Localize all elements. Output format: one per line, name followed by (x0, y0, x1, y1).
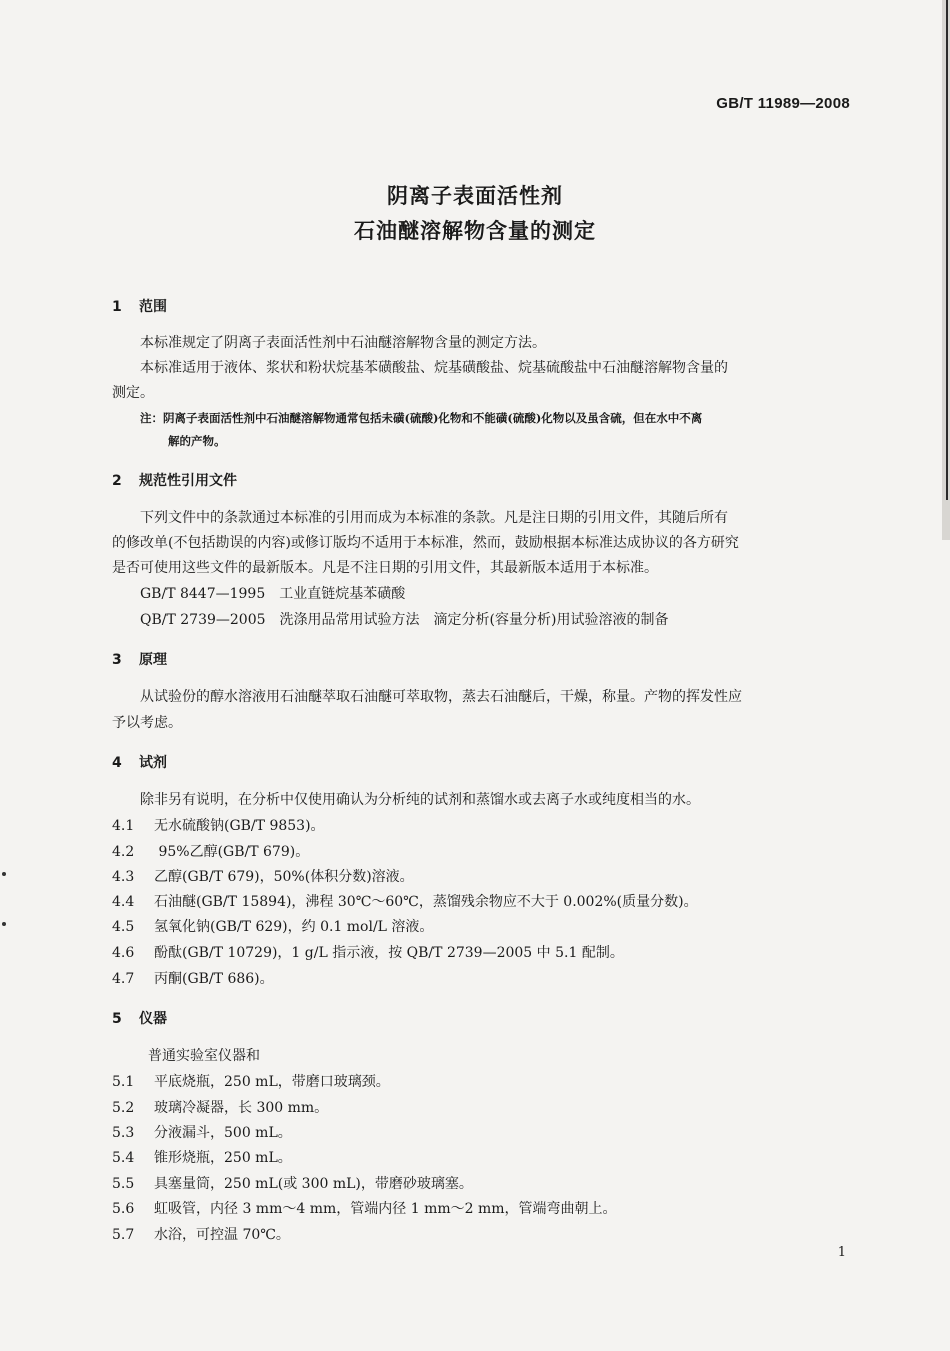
paragraph: 本标准规定了阴离子表面活性剂中石油醚溶解物含量的测定方法。 (140, 335, 546, 351)
list-item (112, 916, 433, 936)
list-item (112, 942, 624, 962)
item-number: 4.5 (112, 919, 135, 935)
paragraph: 本标准适用于液体、浆状和粉状烷基苯磺酸盐、烷基磺酸盐、烷基硫酸盐中石油醚溶解物含量的 (140, 360, 728, 376)
item-text: 具塞量筒，250 mL(或 300 mL)，带磨砂玻璃塞。 (154, 1176, 473, 1192)
note: 注：阴离子表面活性剂中石油醚溶解物通常包括未磺(硫酸)化物和不能磺(硫酸)化物以及虽含硫，但在水中不离 (140, 411, 703, 425)
section-heading-reagents (112, 752, 167, 772)
item-text: 丙酮(GB/T 686)。 (154, 971, 274, 987)
section-heading-scope (112, 296, 167, 316)
item-number: 4.4 (112, 894, 135, 910)
section-number: 3 (112, 652, 122, 668)
item-text: 95%乙醇(GB/T 679)。 (154, 844, 310, 860)
item-text: 锥形烧瓶，250 mL。 (154, 1150, 292, 1166)
section-number: 5 (112, 1011, 122, 1027)
paragraph: 是否可使用这些文件的最新版本。凡是不注日期的引用文件，其最新版本适用于本标准。 (112, 560, 658, 576)
item-text: 平底烧瓶，250 mL，带磨口玻璃颈。 (154, 1074, 390, 1090)
paragraph: 普通实验室仪器和 (148, 1048, 260, 1064)
item-number: 5.4 (112, 1150, 135, 1166)
item-number: 5.5 (112, 1176, 135, 1192)
standard-code: GB/T 11989—2008 (716, 95, 850, 112)
section-title: 规范性引用文件 (139, 473, 237, 489)
section-number: 4 (112, 755, 122, 771)
paragraph: 予以考虑。 (112, 715, 182, 731)
item-text: 分液漏斗，500 mL。 (154, 1125, 292, 1141)
item-number: 5.2 (112, 1100, 135, 1116)
section-title: 仪器 (139, 1011, 167, 1027)
section-number: 2 (112, 473, 122, 489)
list-item (112, 1198, 617, 1218)
page-number: 1 (837, 1245, 846, 1260)
document-title-line2: 石油醚溶解物含量的测定 (354, 219, 596, 243)
list-item (112, 1224, 290, 1244)
item-number: 5.7 (112, 1227, 135, 1243)
document-title-line1: 阴离子表面活性剂 (387, 184, 563, 208)
list-item (112, 1147, 292, 1167)
item-number: 4.2 (112, 844, 135, 860)
reference-item: QB/T 2739—2005 洗涤用品常用试验方法 滴定分析(容量分析)用试验溶液的制备 (140, 612, 669, 628)
note: 解的产物。 (168, 434, 226, 448)
paragraph: 从试验份的醇水溶液用石油醚萃取石油醚可萃取物，蒸去石油醚后，干燥，称量。产物的挥发性应 (140, 689, 742, 705)
item-number: 4.1 (112, 818, 135, 834)
item-text: 酚酞(GB/T 10729)，1 g/L 指示液，按 QB/T 2739—2005 中 5.1 配制。 (154, 945, 624, 961)
item-number: 5.3 (112, 1125, 135, 1141)
item-number: 5.6 (112, 1201, 135, 1217)
section-heading-principle (112, 649, 167, 669)
list-item (112, 866, 414, 886)
list-item (112, 968, 274, 988)
scan-edge-line (946, 0, 948, 500)
list-item (112, 1071, 390, 1091)
list-item (112, 1122, 292, 1142)
section-title: 范围 (139, 299, 167, 315)
list-item (112, 1097, 328, 1117)
paragraph: 下列文件中的条款通过本标准的引用而成为本标准的条款。凡是注日期的引用文件，其随后所有 (140, 510, 728, 526)
section-heading-apparatus (112, 1008, 167, 1028)
scan-speck (2, 872, 6, 876)
section-number: 1 (112, 299, 122, 315)
list-item (112, 841, 309, 861)
item-number: 4.7 (112, 971, 135, 987)
item-number: 4.6 (112, 945, 135, 961)
item-number: 4.3 (112, 869, 135, 885)
paragraph: 的修改单(不包括勘误的内容)或修订版均不适用于本标准，然而，鼓励根据本标准达成协议的各方研究 (112, 535, 739, 551)
item-text: 虹吸管，内径 3 mm～4 mm，管端内径 1 mm～2 mm，管端弯曲朝上。 (154, 1201, 617, 1217)
section-title: 试剂 (139, 755, 167, 771)
item-text: 无水硫酸钠(GB/T 9853)。 (154, 818, 325, 834)
reference-item: GB/T 8447—1995 工业直链烷基苯磺酸 (140, 586, 406, 602)
item-text: 石油醚(GB/T 15894)，沸程 30℃～60℃，蒸馏残余物应不大于 0.002%(质量分数)。 (154, 894, 698, 910)
list-item (112, 1173, 473, 1193)
section-title: 原理 (139, 652, 167, 668)
paragraph: 除非另有说明，在分析中仅使用确认为分析纯的试剂和蒸馏水或去离子水或纯度相当的水。 (140, 792, 700, 808)
paragraph: 测定。 (112, 385, 154, 401)
item-text: 玻璃冷凝器，长 300 mm。 (154, 1100, 329, 1116)
item-number: 5.1 (112, 1074, 135, 1090)
list-item (112, 815, 325, 835)
list-item (112, 891, 698, 911)
item-text: 氢氧化钠(GB/T 629)，约 0.1 mol/L 溶液。 (154, 919, 434, 935)
item-text: 乙醇(GB/T 679)，50%(体积分数)溶液。 (154, 869, 414, 885)
item-text: 水浴，可控温 70℃。 (154, 1227, 290, 1243)
scan-speck (2, 922, 6, 926)
section-heading-normative-references (112, 470, 237, 490)
